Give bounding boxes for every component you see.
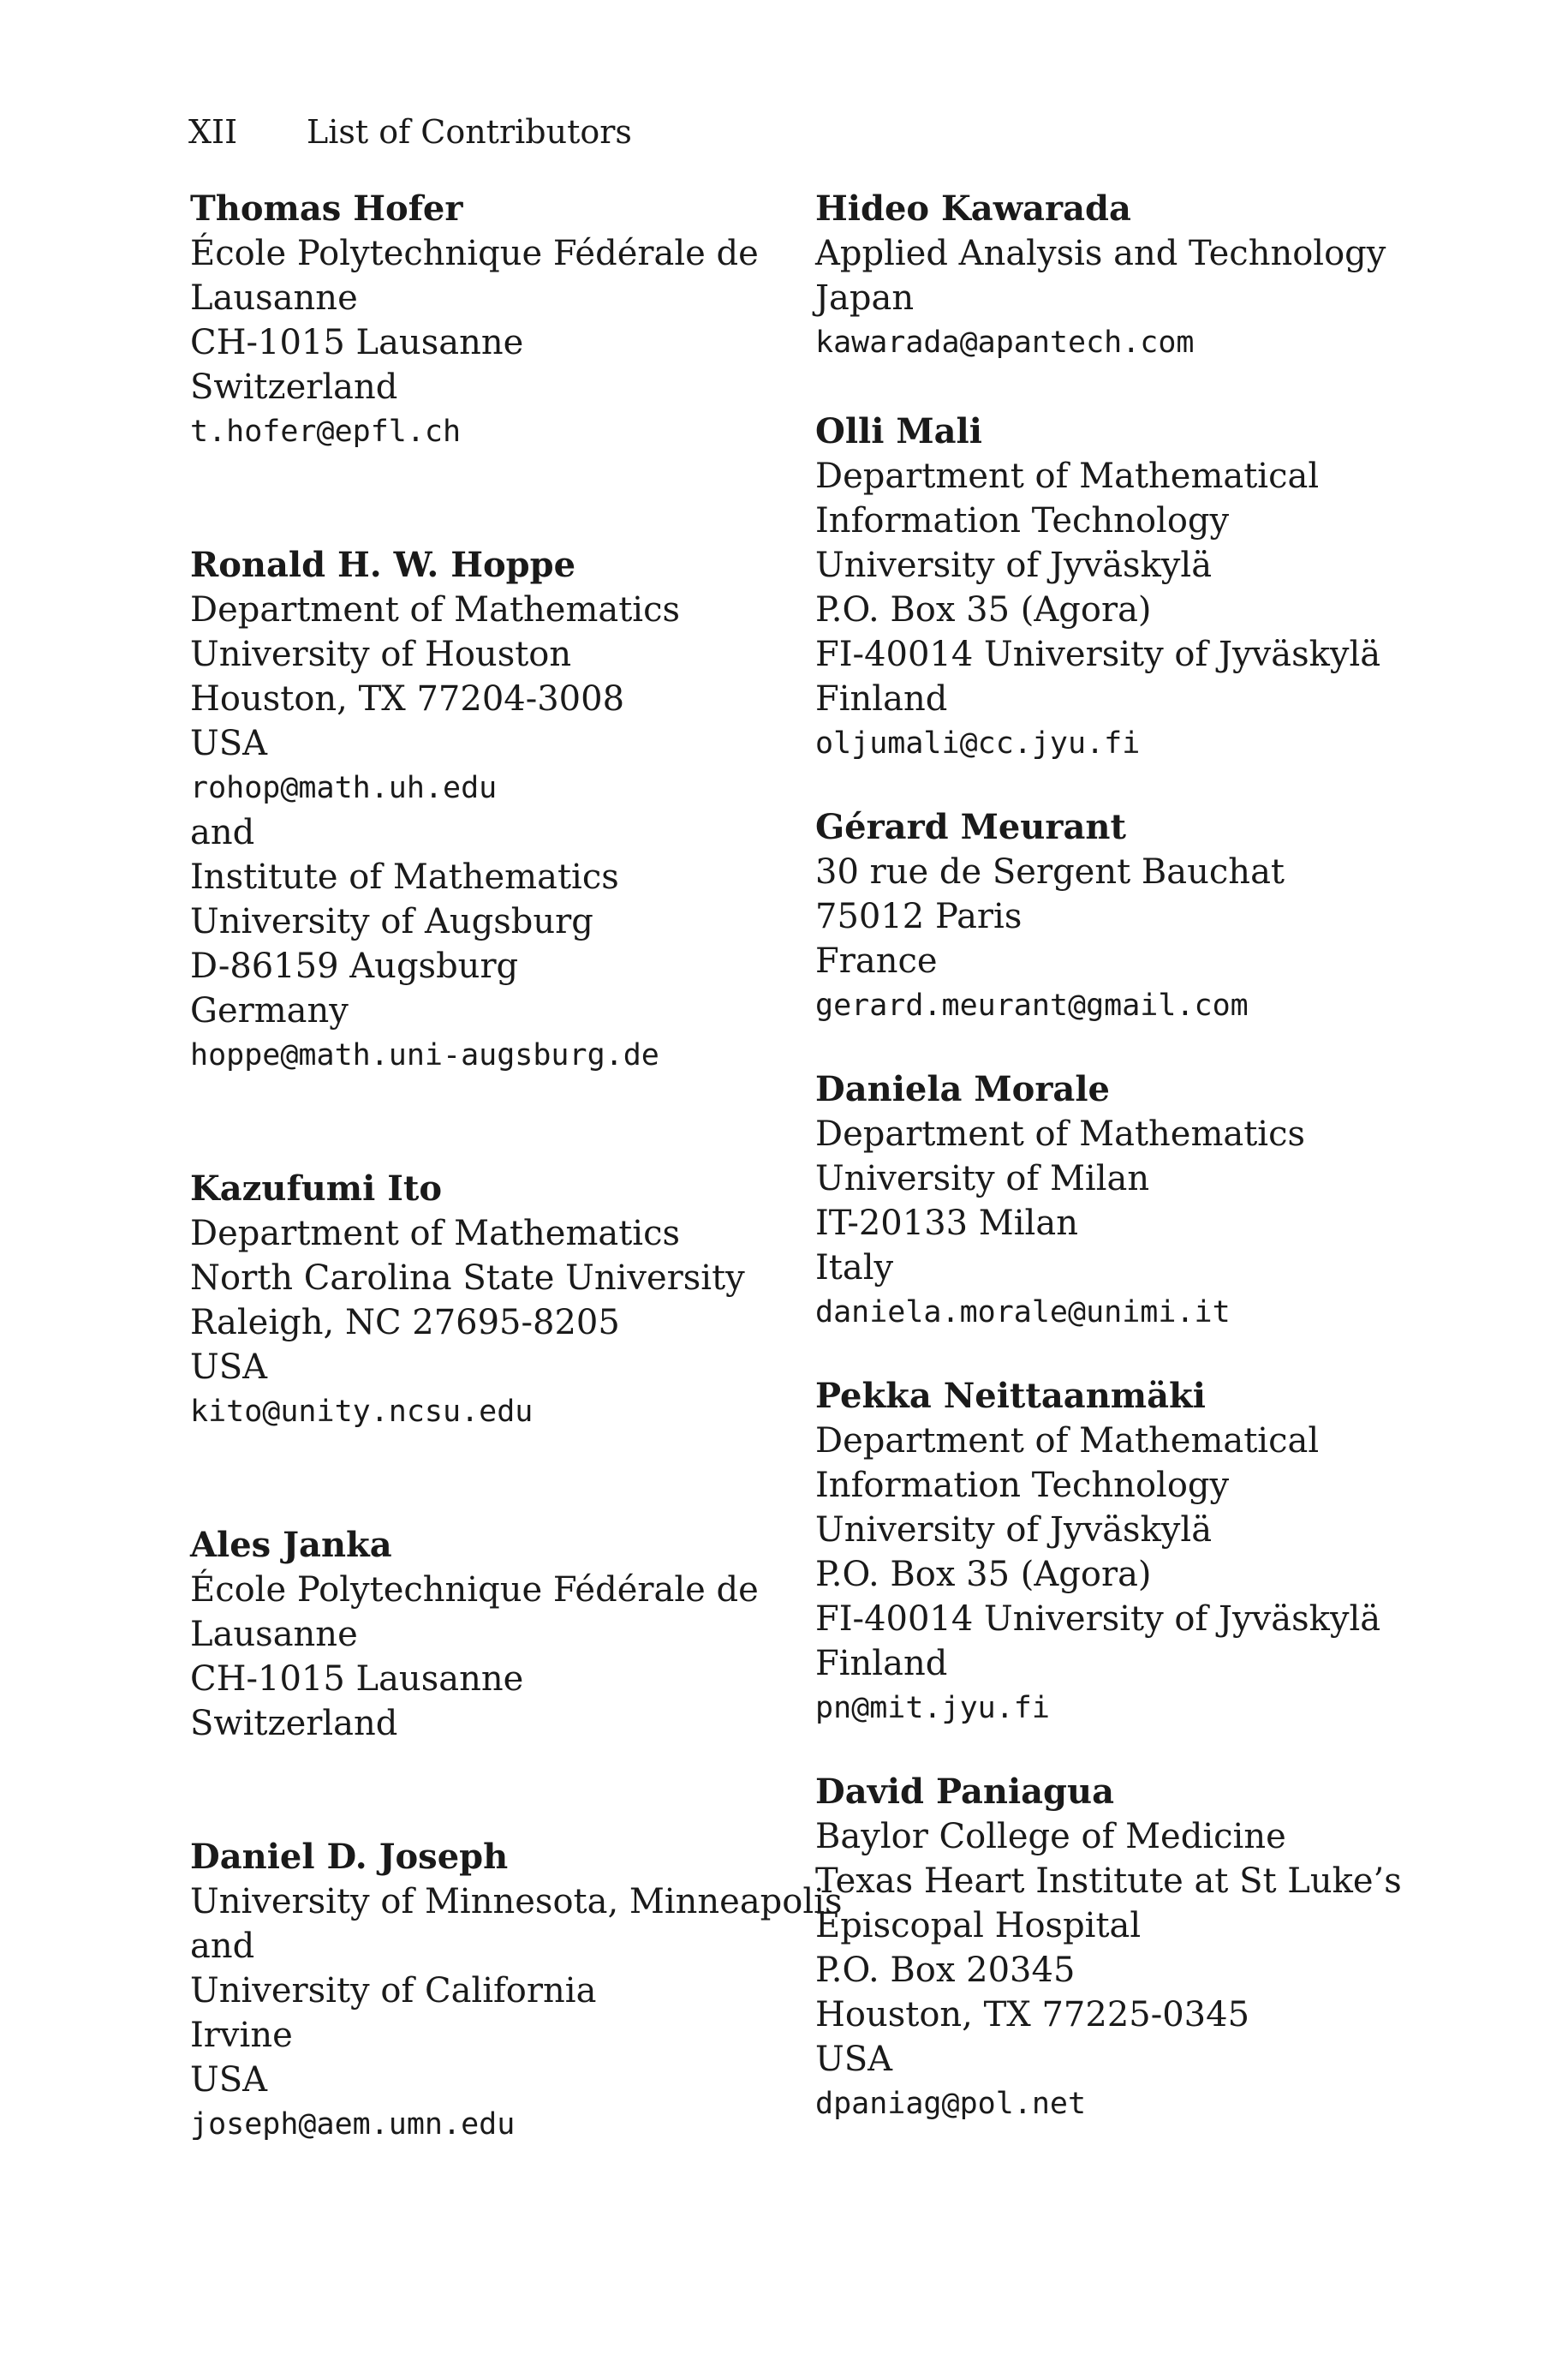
contributor-name: Ronald H. W. Hoppe — [190, 545, 576, 585]
affiliation-line: École Polytechnique Fédérale de — [190, 234, 759, 273]
affiliation-line: University of Jyväskylä — [815, 546, 1213, 585]
affiliation-line: Switzerland — [190, 1704, 398, 1743]
email-address: rohop@math.uh.edu — [190, 771, 498, 805]
email-address: t.hofer@epfl.ch — [190, 415, 462, 449]
affiliation-line: P.O. Box 35 (Agora) — [815, 1555, 1152, 1594]
page-number: XII — [188, 113, 238, 151]
email-address: kito@unity.ncsu.edu — [190, 1395, 534, 1429]
contributor-entry — [190, 1167, 841, 1434]
affiliation-line: Applied Analysis and Technology — [815, 234, 1386, 273]
affiliation-line: IT-20133 Milan — [815, 1204, 1078, 1243]
affiliation-line: P.O. Box 20345 — [815, 1951, 1076, 1990]
contributor-entry — [815, 805, 1466, 1028]
affiliation-line: CH-1015 Lausanne — [190, 323, 524, 362]
affiliation-line: Department of Mathematics — [190, 590, 681, 630]
affiliation-line: University of Augsburg — [190, 902, 593, 941]
email-address: pn@mit.jyu.fi — [815, 1691, 1050, 1725]
affiliation-line: University of Jyväskylä — [815, 1510, 1213, 1550]
affiliation-line: FI-40014 University of Jyväskylä — [815, 1599, 1381, 1639]
contributor-entry — [190, 543, 841, 1078]
email-address: gerard.meurant@gmail.com — [815, 989, 1249, 1023]
affiliation-line: France — [815, 941, 938, 981]
affiliation-line: Lausanne — [190, 1615, 358, 1654]
affiliation-line: Department of Mathematics — [815, 1114, 1306, 1154]
affiliation-line: Texas Heart Institute at St Luke’s — [815, 1861, 1402, 1901]
affiliation-line: University of Houston — [190, 635, 572, 674]
affiliation-line: Japan — [815, 278, 915, 318]
contributor-entry — [815, 1770, 1466, 2126]
affiliation-line: Irvine — [190, 2016, 293, 2055]
contributor-entry — [815, 187, 1466, 365]
affiliation-line: D-86159 Augsburg — [190, 947, 519, 986]
contributor-name: Olli Mali — [815, 411, 982, 451]
email-address: joseph@aem.umn.edu — [190, 2107, 516, 2142]
affiliation-line: 75012 Paris — [815, 897, 1022, 936]
right-column — [815, 187, 1466, 2126]
running-header — [188, 110, 632, 154]
contributor-entry — [190, 187, 841, 454]
contributor-entry — [190, 1523, 841, 1746]
affiliation-line: Institute of Mathematics — [190, 857, 619, 897]
affiliation-line: Information Technology — [815, 1466, 1230, 1505]
contributor-name: David Paniagua — [815, 1772, 1115, 1812]
affiliation-line: Finland — [815, 1644, 948, 1683]
email-address: oljumali@cc.jyu.fi — [815, 726, 1141, 761]
contributor-name: Daniel D. Joseph — [190, 1837, 509, 1877]
affiliation-line: Lausanne — [190, 278, 358, 318]
affiliation-line: Raleigh, NC 27695-8205 — [190, 1303, 620, 1342]
left-column — [190, 187, 841, 2147]
affiliation-line: University of California — [190, 1971, 597, 2011]
contributor-name: Ales Janka — [190, 1525, 392, 1565]
contributor-name: Kazufumi Ito — [190, 1168, 443, 1209]
affiliation-line: Baylor College of Medicine — [815, 1817, 1286, 1856]
contributor-entry — [815, 1067, 1466, 1335]
contributor-name: Thomas Hofer — [190, 188, 463, 229]
affiliation-line: and — [190, 1927, 255, 1966]
affiliation-line: Germany — [190, 991, 349, 1031]
affiliation-line: P.O. Box 35 (Agora) — [815, 590, 1152, 630]
affiliation-line: USA — [815, 2040, 892, 2079]
running-title: List of Contributors — [307, 113, 632, 151]
affiliation-line: École Polytechnique Fédérale de — [190, 1570, 759, 1610]
contributor-name: Gérard Meurant — [815, 807, 1126, 847]
affiliation-line: North Carolina State University — [190, 1258, 745, 1298]
affiliation-line: Switzerland — [190, 367, 398, 407]
email-address: hoppe@math.uni-augsburg.de — [190, 1038, 659, 1072]
affiliation-line: Information Technology — [815, 501, 1230, 541]
affiliation-line: and — [190, 813, 255, 852]
contributor-entry — [815, 1374, 1466, 1730]
contributor-name: Hideo Kawarada — [815, 188, 1131, 229]
affiliation-line: Department of Mathematical — [815, 1421, 1320, 1461]
affiliation-line: USA — [190, 2060, 267, 2100]
affiliation-line: Episcopal Hospital — [815, 1906, 1142, 1945]
affiliation-line: FI-40014 University of Jyväskylä — [815, 635, 1381, 674]
contributor-entry — [190, 1835, 841, 2147]
contributor-name: Daniela Morale — [815, 1069, 1110, 1109]
contributor-name: Pekka Neittaanmäki — [815, 1376, 1206, 1416]
affiliation-line: Houston, TX 77204-3008 — [190, 679, 625, 719]
affiliation-line: Finland — [815, 679, 948, 719]
affiliation-line: Houston, TX 77225-0345 — [815, 1995, 1250, 2034]
affiliation-line: Italy — [815, 1248, 894, 1288]
affiliation-line: University of Milan — [815, 1159, 1150, 1198]
affiliation-line: University of Minnesota, Minneapolis — [190, 1882, 843, 1921]
email-address: kawarada@apantech.com — [815, 326, 1195, 360]
affiliation-line: USA — [190, 1347, 267, 1387]
email-address: daniela.morale@unimi.it — [815, 1295, 1231, 1329]
affiliation-line: 30 rue de Sergent Bauchat — [815, 852, 1285, 892]
affiliation-line: CH-1015 Lausanne — [190, 1659, 524, 1699]
affiliation-line: Department of Mathematical — [815, 457, 1320, 496]
affiliation-line: Department of Mathematics — [190, 1214, 681, 1253]
email-address: dpaniag@pol.net — [815, 2087, 1087, 2121]
affiliation-line: USA — [190, 724, 267, 763]
contributor-entry — [815, 409, 1466, 766]
